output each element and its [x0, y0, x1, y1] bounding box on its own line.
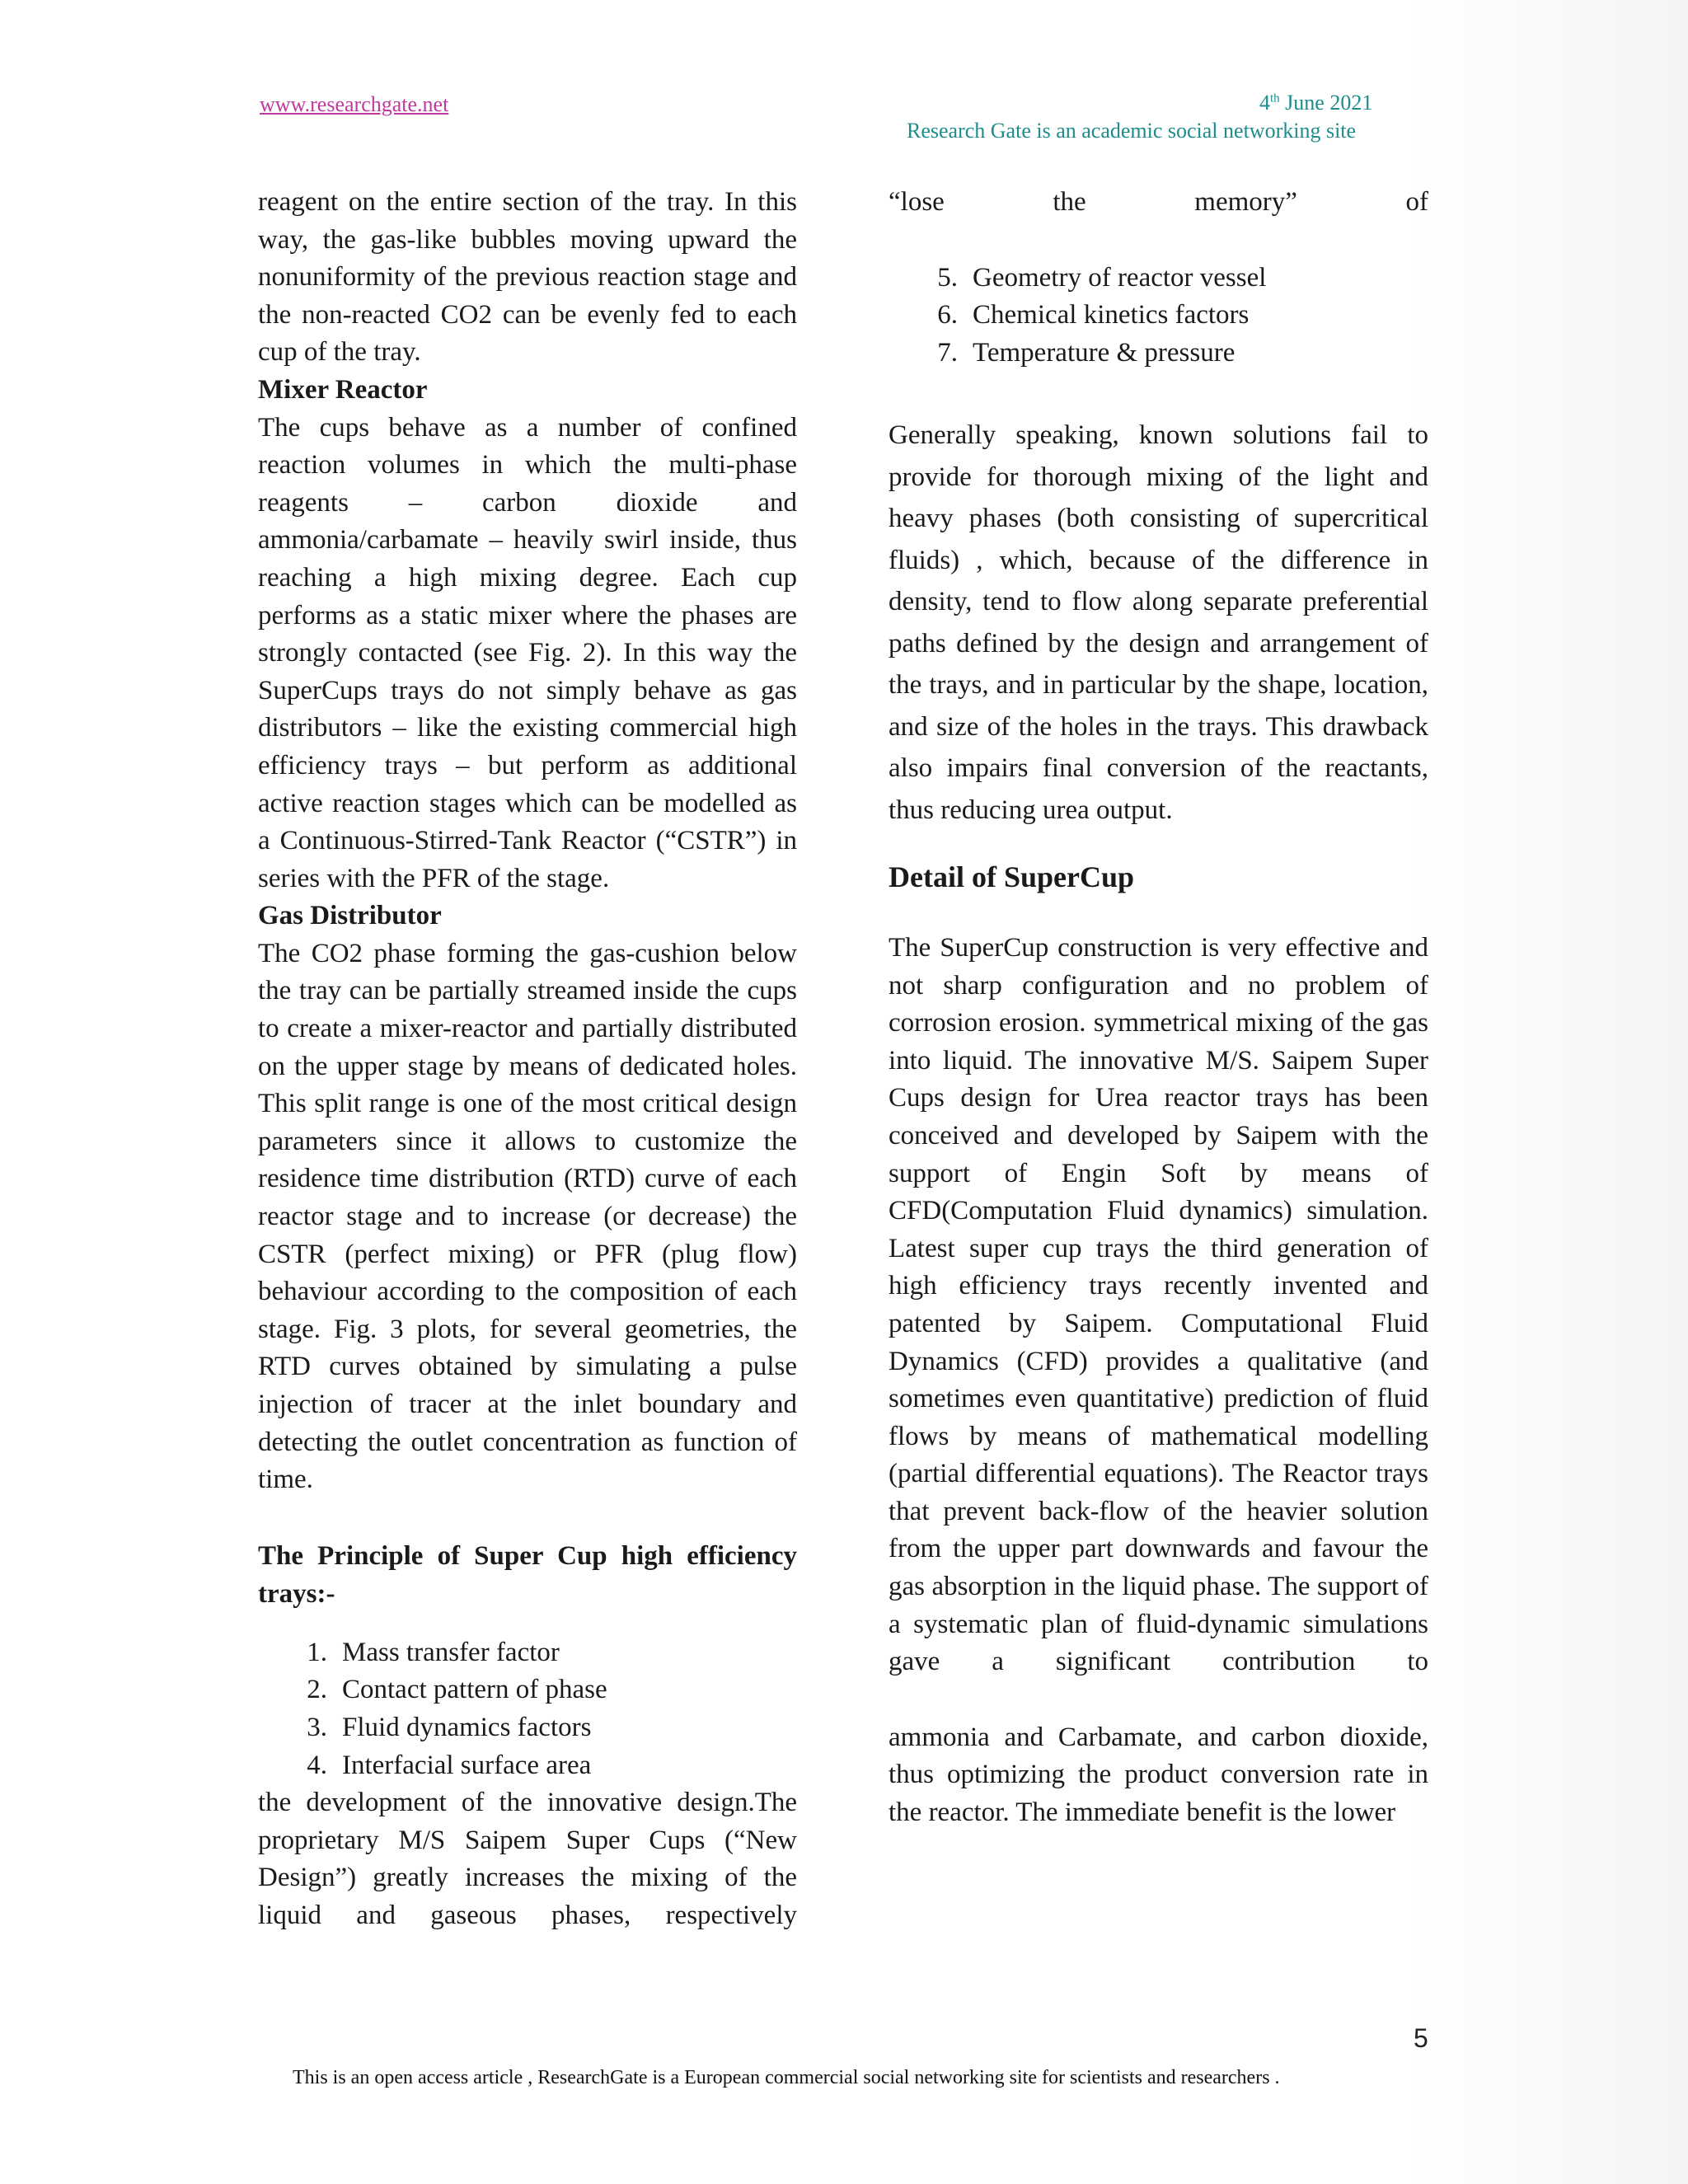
heading-mixer-reactor: Mixer Reactor: [258, 374, 428, 405]
left-column: [258, 184, 797, 1935]
list-item: 1. Mass transfer factor: [307, 1637, 560, 1667]
list-item: 5. Geometry of reactor vessel: [937, 262, 1267, 293]
heading-detail-supercup: Detail of SuperCup: [889, 860, 1135, 894]
header-tagline: Research Gate is an academic social networking site: [907, 119, 1357, 143]
list-item: 6. Chemical kinetics factors: [937, 300, 1250, 330]
page-edge-shade: [1409, 0, 1688, 2184]
list-item: 4. Interfacial surface area: [307, 1750, 592, 1780]
header-date: 4th June 2021: [1259, 91, 1373, 115]
list-item: 2. Contact pattern of phase: [307, 1675, 607, 1705]
paragraph-lose-memory: “lose the memory” of: [889, 187, 1428, 217]
heading-gas-distributor: Gas Distributor: [258, 901, 442, 931]
right-column: [889, 184, 1428, 1832]
list-item: 7. Temperature & pressure: [937, 337, 1236, 368]
footer-note: This is an open access article , ResearchGate is a European commercial social networking site for scientists and researchers .: [293, 2067, 1280, 2088]
principle-list-continued: [917, 260, 1428, 373]
paragraph-development: the development of the innovative design.The proprietary M/S Saipem Super Cups (“New Design”) greatly increases the mixing of the liquid and gaseous phases, respectively: [258, 1788, 797, 1930]
heading-principle: The Principle of Super Cup high efficiency trays:-: [258, 1540, 797, 1609]
page-number: 5: [1414, 2023, 1428, 2053]
principle-list: [286, 1634, 797, 1784]
paragraph-ammonia: ammonia and Carbamate, and carbon dioxide, thus optimizing the product conversion rate in the reactor. The immediate benefit is the lower: [889, 1722, 1428, 1828]
list-item: 3. Fluid dynamics factors: [307, 1712, 592, 1742]
paragraph-gas-distributor: The CO2 phase forming the gas-cushion below the tray can be partially streamed inside the cups to create a mixer-reactor and partially distributed on the upper stage by means of dedicated holes. This split range is one of the most critical design parameters since it allows to customize the residence time distribution (RTD) curve of each reactor stage and to increase (or decrease) the CSTR (perfect mixing) or PFR (plug flow) behaviour according to the composition of each stage. Fig. 3 plots, for several geometries, the RTD curves obtained by simulating a pulse injection of tracer at the inlet boundary and detecting the outlet concentration as function of time.: [258, 938, 797, 1495]
header-link[interactable]: www.researchgate.net: [260, 92, 449, 116]
paragraph-mixer-reactor: The cups behave as a number of confined reaction volumes in which the multi-phase reagents – carbon dioxide and ammonia/carbamate – heavily swirl inside, thus reaching a high mixing degree. Each cup performs as a static mixer where the phases are strongly contacted (see Fig. 2). In this way the SuperCups trays do not simply behave as gas distributors – like the existing commercial high efficiency trays – but perform as additional active reaction stages which can be modelled as a Continuous-Stirred-Tank Reactor (“CSTR”) in series with the PFR of the stage.: [258, 412, 797, 893]
paragraph-detail: The SuperCup construction is very effective and not sharp configuration and no problem of corrosion erosion. symmetrical mixing of the gas into liquid. The innovative M/S. Saipem Super Cups design for Urea reactor trays has been conceived and developed by Saipem with the support of Engin Soft by means of CFD(Computation Fluid dynamics) simulation. Latest super cup trays the third generation of high efficiency trays recently invented and patented by Saipem. Computational Fluid Dynamics (CFD) provides a qualitative (and sometimes even quantitative) prediction of fluid flows by means of mathematical modelling (partial differential equations). The Reactor trays that prevent back-flow of the heavier solution from the upper part downwards and favour the gas absorption in the liquid phase. The support of a systematic plan of fluid-dynamic simulations gave a significant contribution to: [889, 932, 1428, 1677]
paragraph-tray-reagent: reagent on the entire section of the tray. In this way, the gas-like bubbles moving upward the nonuniformity of the previous reaction stage and the non-reacted CO2 can be evenly fed to each cup of the tray.: [258, 187, 797, 368]
paragraph-generally: Generally speaking, known solutions fail to provide for thorough mixing of the light and heavy phases (both consisting of supercritical fluids) , which, because of the difference in density, tend to flow along separate preferential paths defined by the design and arrangement of the trays, and in particular by the shape, location, and size of the holes in the trays. This drawback also impairs final conversion of the reactants, thus reducing urea output.: [889, 420, 1428, 825]
